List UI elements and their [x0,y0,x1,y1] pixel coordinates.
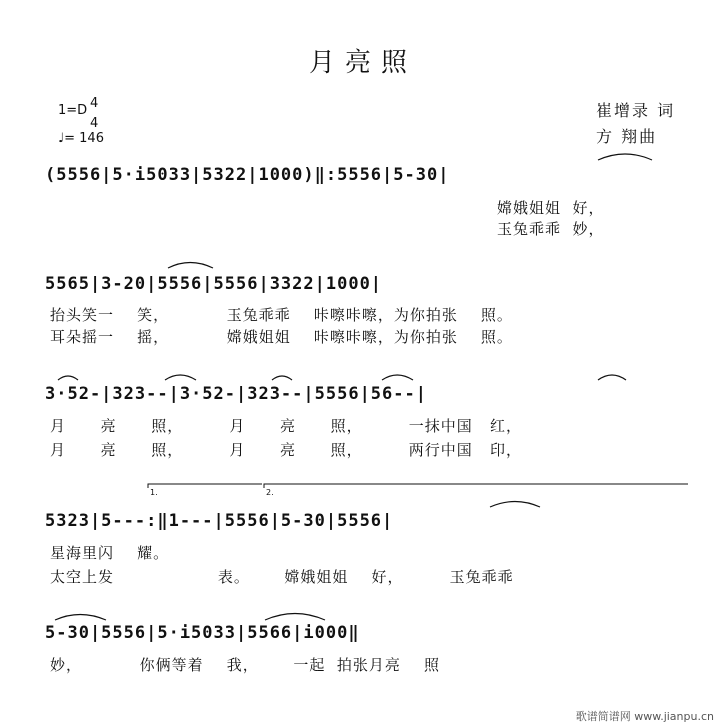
lyric-row-1-verse-2: 玉兔乖乖 妙， [497,220,605,238]
notation-row-2: 5565|3-20|5556|5556|3322|1000| [45,274,383,294]
tie-row3d [382,375,413,380]
lyric-row-4-verse-2: 太空上发 表。 嫦娥姐姐 好， 玉兔乖乖 [50,568,514,586]
volta-1-label: 1. [150,488,158,497]
tie-row1 [598,154,652,160]
key-label: 1=D [58,103,88,118]
notation-row-4: 5323|5---:‖1---|5556|5-30|5556| [45,511,394,531]
time-signature-bottom: 4 [90,116,99,131]
lyric-row-2-verse-2: 耳朵摇一 摇， 嫦娥姐姐 咔嚓咔嚓，为你拍张 照。 [50,328,513,346]
volta-2-label: 2. [266,488,274,497]
volta-1-bracket [148,484,262,488]
notation-row-5: 5-30|5556|5·i5033|5566|i000‖ [45,623,360,643]
volta-2-bracket [264,484,688,488]
tie-row3b [165,375,196,380]
tie-row5b [265,614,325,621]
tie-row5a [55,615,106,621]
lyric-row-2-verse-1: 抬头笑一 笑， 玉兔乖乖 咔嚓咔嚓，为你拍张 照。 [50,306,513,324]
song-title: 月亮照 [308,48,417,78]
watermark: 歌谱简谱网 www.jianpu.cn [575,710,714,723]
tie-row4 [490,502,540,508]
lyric-row-3-verse-2: 月 亮 照， 月 亮 照， 两行中国 印， [50,441,523,459]
notation-row-3: 3·52-|323--|3·52-|323--|5556|56--| [45,384,427,404]
quarter-note-icon: ♩ [58,131,65,146]
lyric-row-1-verse-1: 嫦娥姐姐 好， [497,199,605,217]
notation-row-1: (5556|5·i5033|5322|1000)‖:5556|5-30| [45,165,450,185]
tie-row3e [598,375,626,380]
tie-row3a [58,376,78,380]
composer-credit: 方 翔曲 [596,127,658,146]
time-signature-top: 4 [90,96,99,111]
tempo-value: = 146 [64,131,104,146]
lyric-row-4-verse-1: 星海里闪 耀。 [50,544,170,562]
tie-row2 [168,263,213,269]
tie-row3c [272,376,292,380]
lyric-row-5-verse-1: 妙， 你俩等着 我， 一起 拍张月亮 照 [50,656,440,674]
lyricist-credit: 崔增录 词 [596,101,676,120]
lyric-row-3-verse-1: 月 亮 照， 月 亮 照， 一抹中国 红， [50,417,523,435]
